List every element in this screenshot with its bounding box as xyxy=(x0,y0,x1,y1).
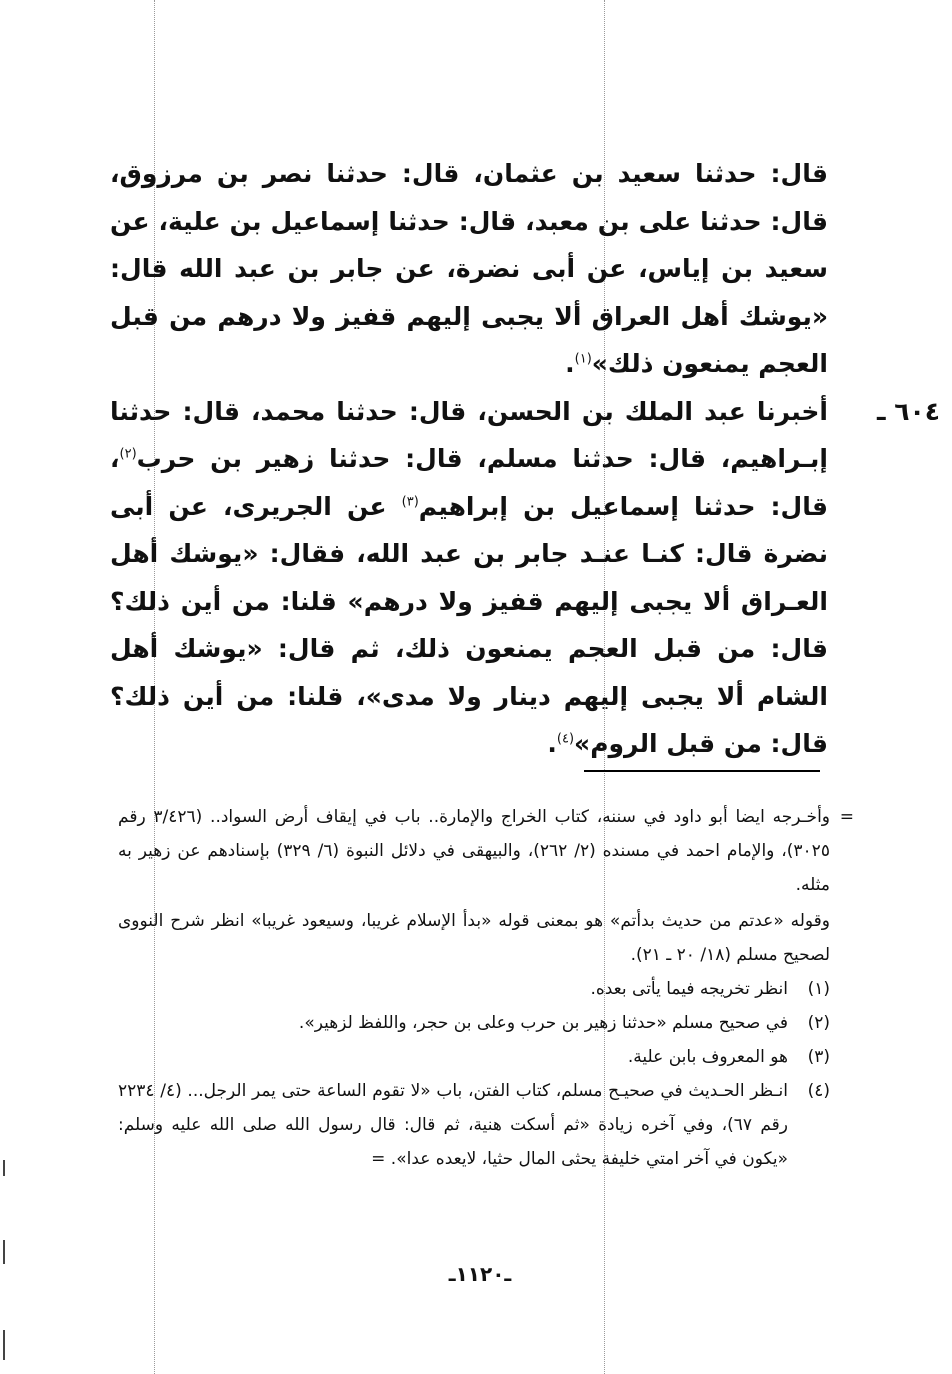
footnote-item: (٢) في صحيح مسلم «حدثنا زهير بن حرب وعلى بن حجر، واللفظ لزهير». xyxy=(118,1006,830,1040)
footnote-continuation-2: وقوله «عدتم من حديث بدأتم» هو بمعنى قوله «بدأ الإسلام غريبا، وسيعود غريبا» انظر شرح النووى لصحيح مسلم (١٨/ ٢٠ ـ ٢١). xyxy=(118,911,830,965)
paragraph-continuation: قال: حدثنا سعيد بن عثمان، قال: حدثنا نصر بن مرزوق، قال: حدثنا على بن معبد، قال: حدثنا إسماعيل بن علية، عن سعيد بن إياس، عن أبى نضرة، عن جابر بن عبد الله قال: «يوشك أهل العراق ألا يجبى إليهم قفيز ولا درهم من قبل العجم يمنعون ذلك»$^{(١)}$. xyxy=(110,159,828,378)
footnote-continuation: = وأخـرجه ايضا أبو داود في سننه، كتاب الخراج والإمارة.. باب في إيقاف أرض السواد.. (٣/٤٢٦ رقم ٣٠٢٥)، والإمام احمد في مسنده (٢/ ٢٦٢)، والبيهقى في دلائل النبوة (٦/ ٣٢٩) بإسنادهم عن زهير به مثله. xyxy=(118,800,830,902)
footnote-ref: (٢) xyxy=(119,446,137,462)
footnote-number: (٢) xyxy=(807,1013,830,1033)
footnote-item: (٣) هو المعروف بابن علية. xyxy=(118,1040,830,1074)
footnote-item: (٤) انـظر الحـديث في صحيـح مسلم، كتاب الفتن، باب «لا تقوم الساعة حتى يمر الرجل... (٤/ ٢٢٣٤ رقم ٦٧)، وفي آخره زيادة «ثم أسكت هنية، ثم قال: قال رسول الله صلى الله عليه وسلم: «يكون في آخر امتي خليفة يحثى المال حثيا، لايعده عدا». = xyxy=(118,1074,830,1176)
footnotes xyxy=(118,800,854,1176)
main-text xyxy=(110,150,940,768)
footnote-number: (٣) xyxy=(807,1047,830,1067)
footnote-divider xyxy=(584,770,820,772)
entry-number: ٦٠٤ ـ xyxy=(876,396,940,426)
page-number: ـ١١٢٠ـ xyxy=(448,1262,512,1286)
footnote-ref: (١) xyxy=(574,351,592,367)
footnote-number: (١) xyxy=(807,979,830,999)
footnote-item: (١) انظر تخريجه فيما يأتى بعده. xyxy=(118,972,830,1006)
scan-mark xyxy=(3,1160,5,1176)
scan-mark xyxy=(3,1330,5,1360)
footnote-number: (٤) xyxy=(807,1081,830,1101)
scan-mark xyxy=(3,1240,5,1264)
footnote-ref: (٣) xyxy=(401,494,419,510)
footnote-ref: (٤) xyxy=(556,731,575,747)
continuation-mark: = xyxy=(839,807,854,827)
hadith-entry: ٦٠٤ ـ أخبرنا عبد الملك بن الحسن، قال: حدثنا محمد، قال: حدثنا إبـراهيم، قال: حدثنا مسلم، قال: حدثنا زهير بن حرب$^{(٢)}$، قال: حدثنا إسماعيل بن إبراهيم$^{(٣)}$ عن الجريرى، عن أبى نضرة قال: كنـا عنـد جابر بن عبد الله، فقال: «يوشك أهل العـراق ألا يجبى إليهم قفيز ولا درهم» قلنا: من أين ذلك؟ قال: من قبل العجم يمنعون ذلك، ثم قال: «يوشك أهل الشام ألا يجبى إليهم دينار ولا مدى»، قلنا: من أين ذلك؟ قال: من قبل الروم»$^{(٤)}$. xyxy=(110,388,828,768)
